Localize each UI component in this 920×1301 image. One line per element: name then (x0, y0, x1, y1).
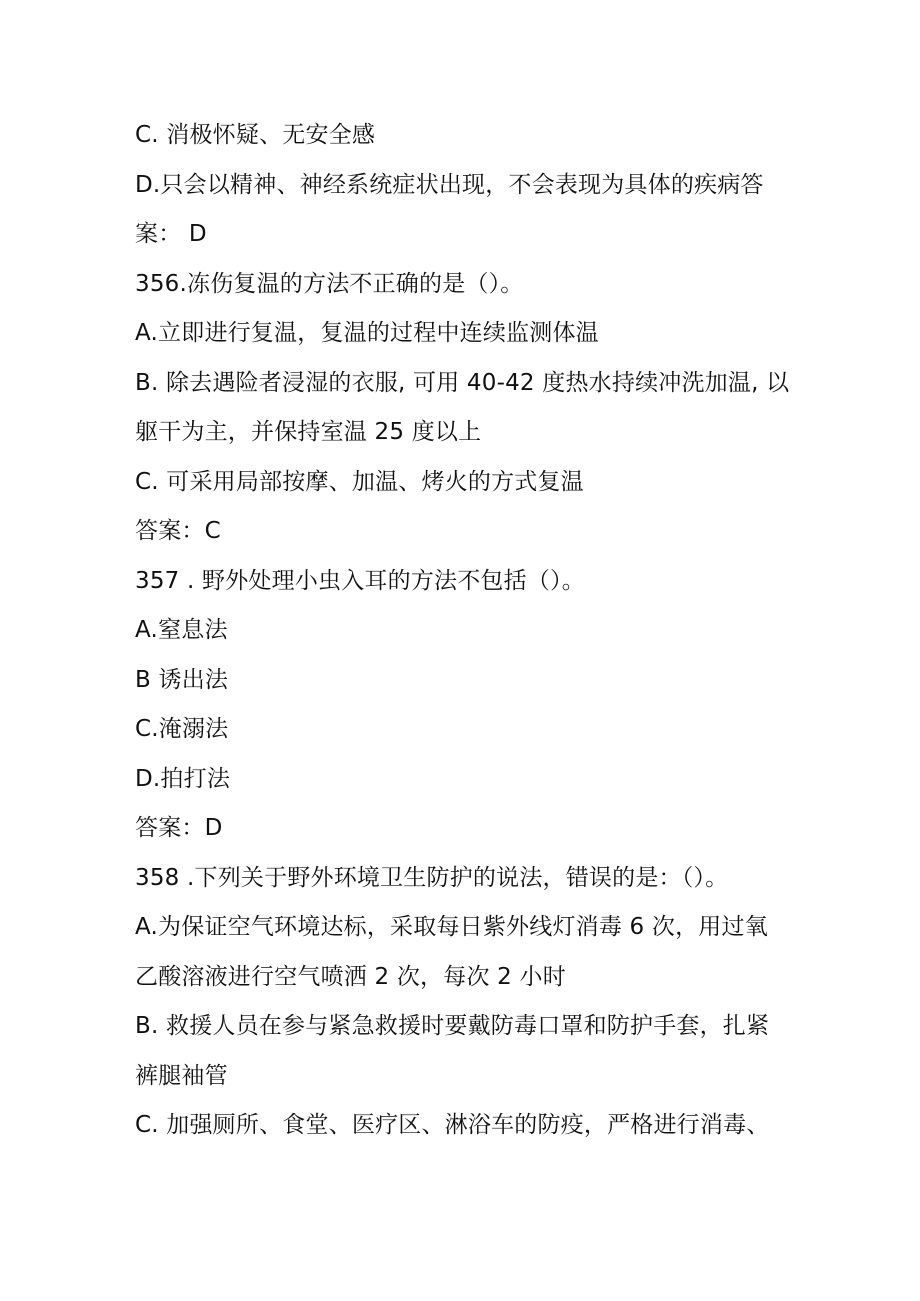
text-line: C. 消极怀疑、无安全感 (135, 122, 376, 148)
text-line: A.立即进行复温，复温的过程中连续监测体温 (135, 320, 599, 346)
text-line: D.只会以精神、神经系统症状出现，不会表现为具体的疾病答 (135, 172, 764, 198)
text-line: 358 .下列关于野外环境卫生防护的说法，错误的是：（）。 (135, 865, 729, 891)
text-line: B 诱出法 (135, 667, 229, 693)
text-line: 答案：C (135, 518, 221, 544)
text-line: B. 救援人员在参与紧急救援时要戴防毒口罩和防护手套，扎紧 (135, 1013, 770, 1039)
text-line: C. 可采用局部按摩、加温、烤火的方式复温 (135, 469, 584, 495)
text-line: A.为保证空气环境达标，采取每日紫外线灯消毒 6 次，用过氧 (135, 914, 768, 940)
text-line: 乙酸溶液进行空气喷洒 2 次，每次 2 小时 (135, 964, 566, 990)
text-line: 答案：D (135, 815, 223, 841)
text-line: 案： D (135, 221, 207, 247)
text-line: 357 . 野外处理小虫入耳的方法不包括（）。 (135, 568, 585, 594)
text-line: C.淹溺法 (135, 716, 229, 742)
text-line: 躯干为主，并保持室温 25 度以上 (135, 419, 482, 445)
text-line: 356.冻伤复温的方法不正确的是（）。 (135, 271, 524, 297)
text-line: A.窒息法 (135, 617, 228, 643)
text-line: D.拍打法 (135, 766, 231, 792)
text-line: C. 加强厕所、食堂、医疗区、淋浴车的防疫，严格进行消毒、 (135, 1112, 770, 1138)
text-line: 裤腿袖管 (135, 1063, 228, 1089)
text-line: B. 除去遇险者浸湿的衣服, 可用 40-42 度热水持续冲洗加温, 以 (135, 370, 790, 396)
